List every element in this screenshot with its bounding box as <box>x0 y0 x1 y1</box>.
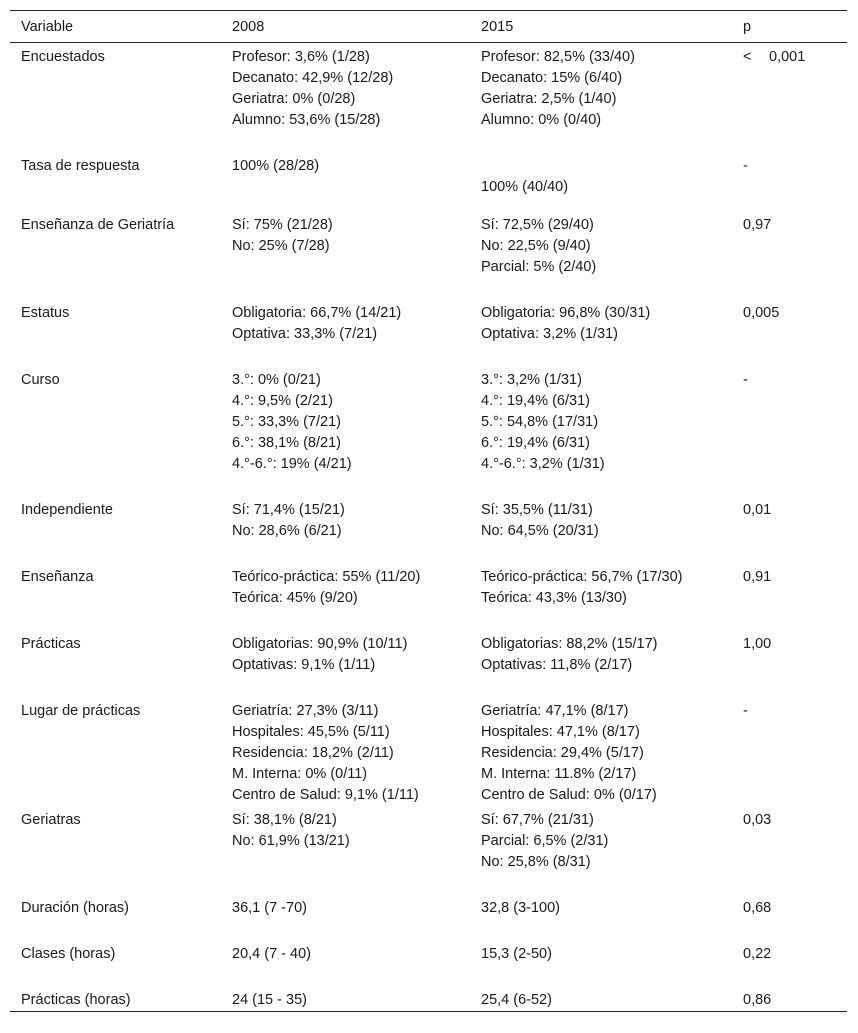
cell-line: No: 61,9% (13/21) <box>232 833 350 849</box>
cell-2008 <box>221 894 470 940</box>
cell-p <box>732 211 847 299</box>
cell-line: Parcial: 5% (2/40) <box>481 259 597 275</box>
cell-p <box>732 986 847 1012</box>
cell-variable: Clases (horas) <box>21 946 116 962</box>
cell-line: Profesor: 3,6% (1/28) <box>232 49 370 65</box>
cell-line: Decanato: 15% (6/40) <box>481 70 623 86</box>
cell-variable: Lugar de prácticas <box>21 703 141 719</box>
cell-2008 <box>221 299 470 366</box>
cell-variable: Duración (horas) <box>21 900 129 916</box>
cell-variable: Prácticas (horas) <box>21 992 131 1008</box>
cell-line: 24 (15 - 35) <box>232 992 307 1008</box>
cell-line: Teórico-práctica: 55% (11/20) <box>232 569 421 585</box>
cell-line: 4.°-6.°: 19% (4/21) <box>232 456 352 472</box>
cell-line: Obligatoria: 66,7% (14/21) <box>232 305 402 321</box>
cell-p <box>732 299 847 366</box>
cell-2015 <box>470 299 732 366</box>
cell-2008 <box>221 697 470 806</box>
p-value: 0,005 <box>743 305 780 321</box>
cell-2015 <box>470 630 732 697</box>
cell-variable: Enseñanza <box>21 569 94 585</box>
cell-2008 <box>221 806 470 894</box>
p-value: 0,97 <box>743 217 772 233</box>
p-value: 0,68 <box>743 900 772 916</box>
cell-2008 <box>221 211 470 299</box>
cell-line: Sí: 38,1% (8/21) <box>232 812 337 828</box>
cell-line: M. Interna: 11.8% (2/17) <box>481 766 637 782</box>
p-value: - <box>743 703 748 719</box>
cell-line: Optativas: 9,1% (1/11) <box>232 657 376 673</box>
table-body <box>10 43 847 1012</box>
cell-line: Hospitales: 47,1% (8/17) <box>481 724 640 740</box>
cell-2015 <box>470 152 732 211</box>
cell-variable: Geriatras <box>21 812 81 828</box>
cell-variable: Estatus <box>21 305 70 321</box>
cell-2008 <box>221 366 470 496</box>
cell-line: 25,4 (6-52) <box>481 992 552 1008</box>
cell-2008 <box>221 563 470 630</box>
cell-line: 15,3 (2-50) <box>481 946 552 962</box>
cell-2015 <box>470 697 732 806</box>
cell-line: 5.°: 54,8% (17/31) <box>481 414 599 430</box>
cell-p <box>732 940 847 986</box>
cell-line: 32,8 (3-100) <box>481 900 560 916</box>
cell-p <box>732 806 847 894</box>
header-row <box>10 11 847 43</box>
cell-2015 <box>470 563 732 630</box>
cell-line: 3.°: 3,2% (1/31) <box>481 372 582 388</box>
cell-2008 <box>221 940 470 986</box>
p-value: 0,86 <box>743 992 772 1008</box>
cell-p <box>732 563 847 630</box>
cell-line: Profesor: 82,5% (33/40) <box>481 49 635 65</box>
cell-line: Parcial: 6,5% (2/31) <box>481 833 609 849</box>
cell-2008 <box>221 43 470 153</box>
cell-2008 <box>221 496 470 563</box>
cell-p <box>732 366 847 496</box>
cell-variable: Prácticas <box>21 636 81 652</box>
header-2015: 2015 <box>481 18 514 35</box>
cell-line: Sí: 35,5% (11/31) <box>481 502 593 518</box>
cell-line: Geriatra: 0% (0/28) <box>232 91 356 107</box>
table-row <box>10 697 847 806</box>
p-sign: < <box>743 49 752 65</box>
cell-line: No: 25% (7/28) <box>232 238 330 254</box>
cell-variable: Curso <box>21 372 60 388</box>
cell-line: Obligatoria: 96,8% (30/31) <box>481 305 651 321</box>
comparison-table <box>10 10 847 1012</box>
table-row <box>10 894 847 940</box>
cell-line: Residencia: 18,2% (2/11) <box>232 745 394 761</box>
cell-line: Sí: 72,5% (29/40) <box>481 217 594 233</box>
cell-line: No: 25,8% (8/31) <box>481 854 591 870</box>
cell-2008 <box>221 630 470 697</box>
cell-line: Sí: 71,4% (15/21) <box>232 502 345 518</box>
table-row <box>10 496 847 563</box>
table-row <box>10 986 847 1012</box>
p-value: 0,01 <box>743 502 772 518</box>
table-row <box>10 366 847 496</box>
p-value: 1,00 <box>743 636 772 652</box>
cell-variable: Independiente <box>21 502 113 518</box>
table-row <box>10 940 847 986</box>
cell-2015 <box>470 986 732 1012</box>
table-row <box>10 630 847 697</box>
cell-p <box>732 630 847 697</box>
cell-line: 6.°: 19,4% (6/31) <box>481 435 590 451</box>
cell-variable: Tasa de respuesta <box>21 158 140 174</box>
cell-line: Geriatría: 47,1% (8/17) <box>481 703 629 719</box>
cell-line: Geriatra: 2,5% (1/40) <box>481 91 617 107</box>
p-value: 0,91 <box>743 569 772 585</box>
cell-line: 4.°: 9,5% (2/21) <box>232 393 333 409</box>
cell-line: Optativas: 11,8% (2/17) <box>481 657 633 673</box>
cell-2015 <box>470 366 732 496</box>
cell-p <box>732 152 847 211</box>
cell-line: Sí: 67,7% (21/31) <box>481 812 594 828</box>
p-value: 0,03 <box>743 812 772 828</box>
cell-line: 3.°: 0% (0/21) <box>232 372 321 388</box>
p-value: 0,001 <box>769 49 806 65</box>
p-value: - <box>743 372 748 388</box>
header-variable: Variable <box>21 18 74 35</box>
header-p: p <box>743 18 752 35</box>
cell-line: 4.°-6.°: 3,2% (1/31) <box>481 456 605 472</box>
cell-2008 <box>221 986 470 1012</box>
p-value: - <box>743 158 748 174</box>
data-table-container <box>10 10 847 1012</box>
cell-2015 <box>470 894 732 940</box>
cell-line: 36,1 (7 -70) <box>232 900 307 916</box>
cell-line: 4.°: 19,4% (6/31) <box>481 393 590 409</box>
cell-line: Alumno: 0% (0/40) <box>481 112 602 128</box>
cell-line: M. Interna: 0% (0/11) <box>232 766 368 782</box>
cell-line: 100% (28/28) <box>232 158 320 174</box>
cell-line: 5.°: 33,3% (7/21) <box>232 414 341 430</box>
header-2008: 2008 <box>232 18 265 35</box>
cell-line: Optativa: 33,3% (7/21) <box>232 326 378 342</box>
cell-p <box>732 697 847 806</box>
cell-line: Centro de Salud: 0% (0/17) <box>481 787 657 803</box>
table-row <box>10 211 847 299</box>
cell-2015 <box>470 940 732 986</box>
p-value: 0,22 <box>743 946 772 962</box>
cell-line: No: 28,6% (6/21) <box>232 523 342 539</box>
cell-2008 <box>221 152 470 211</box>
cell-line: Teórica: 43,3% (13/30) <box>481 590 627 606</box>
cell-2015 <box>470 806 732 894</box>
table-row <box>10 563 847 630</box>
table-row <box>10 299 847 366</box>
table-row <box>10 43 847 153</box>
table-row <box>10 806 847 894</box>
cell-p <box>732 496 847 563</box>
cell-variable: Encuestados <box>21 49 105 65</box>
cell-line: 20,4 (7 - 40) <box>232 946 311 962</box>
cell-line: Centro de Salud: 9,1% (1/11) <box>232 787 419 803</box>
cell-line: Teórica: 45% (9/20) <box>232 590 358 606</box>
cell-line: Optativa: 3,2% (1/31) <box>481 326 619 342</box>
cell-line: No: 64,5% (20/31) <box>481 523 599 539</box>
cell-line: Geriatría: 27,3% (3/11) <box>232 703 379 719</box>
cell-line: Teórico-práctica: 56,7% (17/30) <box>481 569 683 585</box>
cell-line: Obligatorias: 90,9% (10/11) <box>232 636 408 652</box>
table-header <box>10 11 847 43</box>
cell-2015 <box>470 211 732 299</box>
cell-line: 100% (40/40) <box>481 179 569 195</box>
cell-line: 6.°: 38,1% (8/21) <box>232 435 341 451</box>
cell-line: No: 22,5% (9/40) <box>481 238 591 254</box>
cell-variable: Enseñanza de Geriatría <box>21 217 175 233</box>
cell-line: Residencia: 29,4% (5/17) <box>481 745 644 761</box>
cell-line: Sí: 75% (21/28) <box>232 217 333 233</box>
table-row <box>10 152 847 211</box>
cell-p <box>732 43 847 153</box>
cell-p <box>732 894 847 940</box>
cell-line: Obligatorias: 88,2% (15/17) <box>481 636 658 652</box>
cell-2015 <box>470 43 732 153</box>
cell-2015 <box>470 496 732 563</box>
cell-line: Alumno: 53,6% (15/28) <box>232 112 381 128</box>
cell-line: Hospitales: 45,5% (5/11) <box>232 724 390 740</box>
cell-line: Decanato: 42,9% (12/28) <box>232 70 394 86</box>
